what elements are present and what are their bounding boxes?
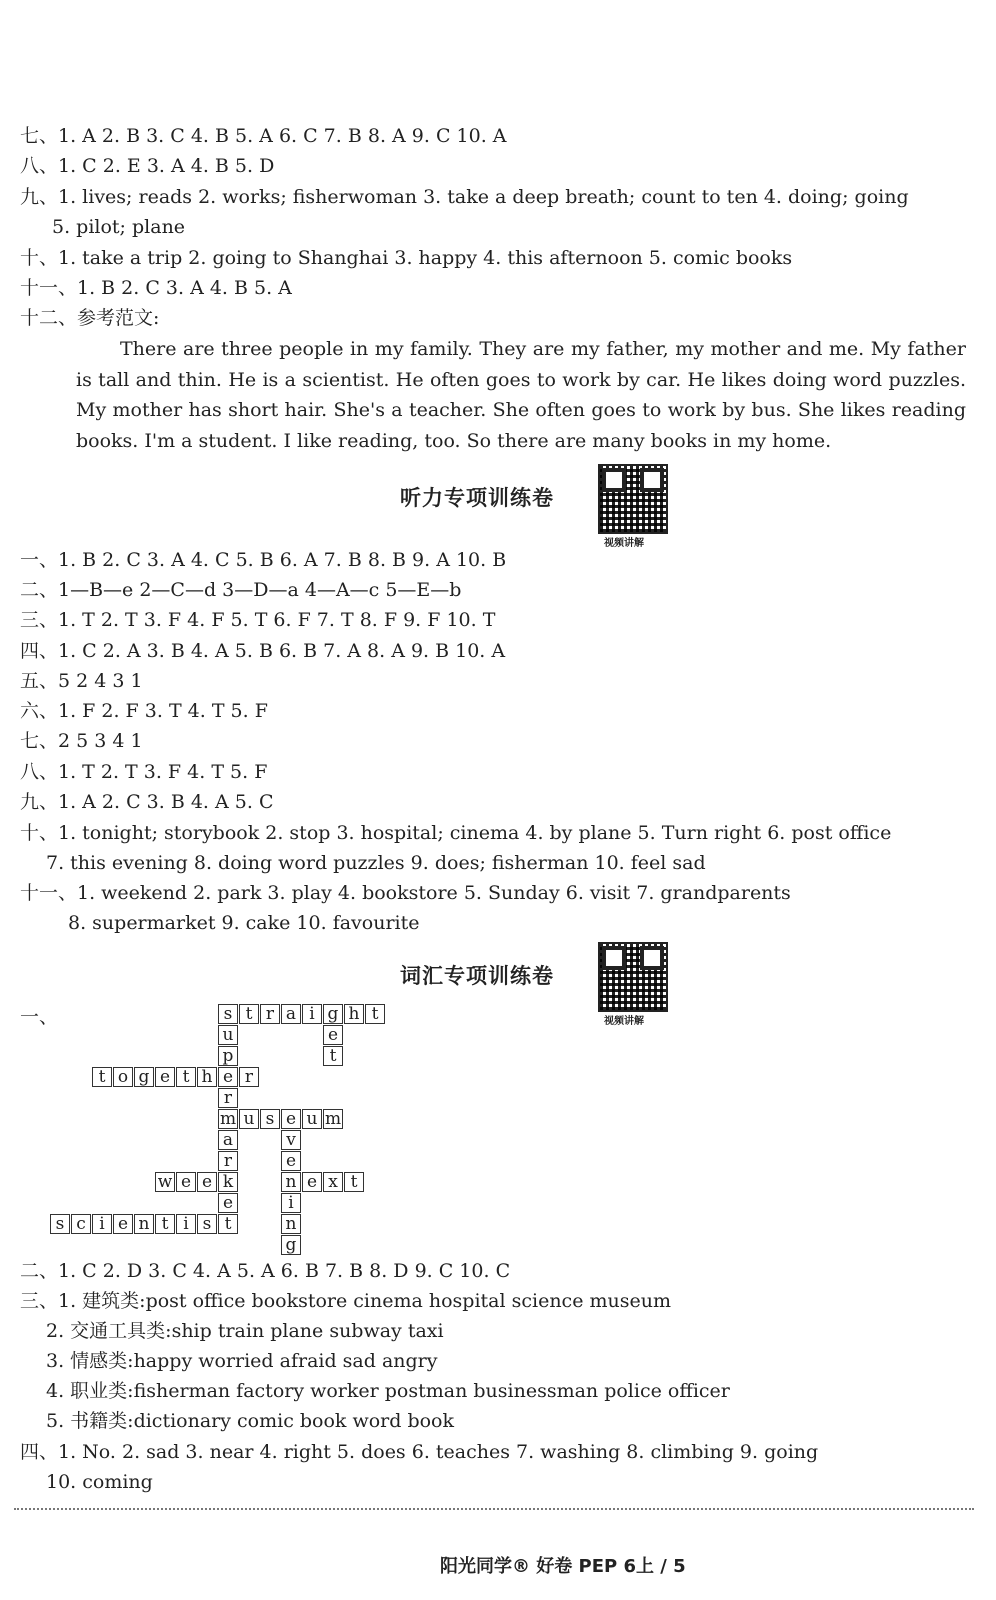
crossword-cell: m — [324, 1109, 342, 1129]
crossword-cell: a — [218, 1130, 238, 1150]
crossword-cell: t — [218, 1214, 238, 1234]
crossword-cell: h — [197, 1067, 217, 1087]
crossword-cell: t — [176, 1067, 196, 1087]
crossword-cell: h — [344, 1004, 364, 1024]
vocab-line-3e: 5. 书籍类:dictionary comic book word book — [46, 1410, 455, 1432]
crossword-cell: e — [281, 1109, 301, 1129]
crossword-cell: e — [155, 1067, 175, 1087]
answer-line-8: 八、1. C 2. E 3. A 4. B 5. D — [20, 155, 275, 177]
crossword-cell: g — [134, 1067, 154, 1087]
qr-code-icon — [598, 464, 668, 534]
vocab-line-3d: 4. 职业类:fisherman factory worker postman businessman police officer — [46, 1380, 730, 1402]
qr-code-icon-2 — [598, 942, 668, 1012]
crossword-cell: e — [218, 1193, 238, 1213]
crossword-cell: t — [155, 1214, 175, 1234]
crossword-cell: s — [197, 1214, 217, 1234]
vocab-line-3b: 2. 交通工具类:ship train plane subway taxi — [46, 1320, 444, 1342]
qr-label: 视频讲解 — [604, 538, 644, 549]
listening-line-5: 五、5 2 4 3 1 — [20, 670, 143, 692]
listening-line-11b: 8. supermarket 9. cake 10. favourite — [68, 912, 420, 934]
listening-line-4: 四、1. C 2. A 3. B 4. A 5. B 6. B 7. A 8. A 9. B 10. A — [20, 640, 506, 662]
vocab-title: 词汇专项训练卷 — [400, 964, 554, 988]
crossword-cell: m — [219, 1109, 237, 1129]
crossword-cell: s — [50, 1214, 70, 1234]
crossword-cell: i — [302, 1004, 322, 1024]
listening-line-7: 七、2 5 3 4 1 — [20, 730, 143, 752]
crossword-cell: n — [281, 1172, 301, 1192]
crossword-cell: t — [239, 1004, 259, 1024]
crossword-cell: e — [176, 1172, 196, 1192]
vocab-line-3c: 3. 情感类:happy worried afraid sad angry — [46, 1350, 438, 1372]
crossword-cell: u — [302, 1109, 322, 1129]
listening-line-1: 一、1. B 2. C 3. A 4. C 5. B 6. A 7. B 8. B 9. A 10. B — [20, 549, 507, 571]
crossword-cell: e — [302, 1172, 322, 1192]
crossword-cell: o — [113, 1067, 133, 1087]
vocab-line-4a: 四、1. No. 2. sad 3. near 4. right 5. does 6. teaches 7. washing 8. climbing 9. going — [20, 1441, 819, 1463]
listening-line-10b: 7. this evening 8. doing word puzzles 9. does; fisherman 10. feel sad — [46, 852, 706, 874]
crossword-cell: e — [113, 1214, 133, 1234]
crossword-cell: u — [239, 1109, 259, 1129]
crossword-cell: i — [281, 1193, 301, 1213]
crossword-cell: e — [323, 1025, 343, 1045]
vocab-line-3a: 三、1. 建筑类:post office bookstore cinema hospital science museum — [20, 1290, 671, 1312]
footer-divider — [14, 1508, 974, 1510]
crossword-cell: w — [155, 1172, 175, 1192]
listening-line-8: 八、1. T 2. T 3. F 4. T 5. F — [20, 761, 268, 783]
crossword-cell: e — [218, 1067, 238, 1087]
answer-line-9a: 九、1. lives; reads 2. works; fisherwoman 3. take a deep breath; count to ten 4. doing; going — [20, 186, 909, 208]
crossword-cell: t — [344, 1172, 364, 1192]
crossword-cell: a — [281, 1004, 301, 1024]
listening-title: 听力专项训练卷 — [400, 486, 554, 510]
listening-line-3: 三、1. T 2. T 3. F 4. F 5. T 6. F 7. T 8. F 9. F 10. T — [20, 609, 496, 631]
crossword-cell: v — [281, 1130, 301, 1150]
qr-label-2: 视频讲解 — [604, 1016, 644, 1027]
crossword-cell: s — [260, 1109, 280, 1129]
answer-line-11: 十一、1. B 2. C 3. A 4. B 5. A — [20, 277, 292, 299]
crossword-cell: e — [281, 1151, 301, 1171]
crossword-cell: t — [92, 1067, 112, 1087]
crossword-cell: r — [218, 1151, 238, 1171]
answer-line-10: 十、1. take a trip 2. going to Shanghai 3. happy 4. this afternoon 5. comic books — [20, 247, 793, 269]
answer-line-12: 十二、参考范文: — [20, 307, 160, 329]
crossword-cell: r — [218, 1088, 238, 1108]
crossword-cell: x — [323, 1172, 343, 1192]
crossword-cell: t — [323, 1046, 343, 1066]
listening-line-2: 二、1—B—e 2—C—d 3—D—a 4—A—c 5—E—b — [20, 579, 462, 601]
crossword-cell: n — [134, 1214, 154, 1234]
crossword-cell: k — [218, 1172, 238, 1192]
crossword-cell: p — [218, 1046, 238, 1066]
crossword-cell: s — [218, 1004, 238, 1024]
crossword-cell: i — [176, 1214, 196, 1234]
listening-line-6: 六、1. F 2. F 3. T 4. T 5. F — [20, 700, 268, 722]
crossword-cell: t — [365, 1004, 385, 1024]
listening-line-11a: 十一、1. weekend 2. park 3. play 4. bookstore 5. Sunday 6. visit 7. grandparents — [20, 882, 791, 904]
vocab-line-1: 一、 — [20, 1006, 59, 1028]
page-footer: 阳光同学® 好卷 PEP 6上 / 5 — [440, 1556, 686, 1577]
vocab-line-2: 二、1. C 2. D 3. C 4. A 5. A 6. B 7. B 8. D 9. C 10. C — [20, 1260, 511, 1282]
vocab-line-4b: 10. coming — [46, 1471, 153, 1493]
answer-line-9b: 5. pilot; plane — [52, 216, 186, 238]
crossword-cell: g — [323, 1004, 343, 1024]
listening-line-9: 九、1. A 2. C 3. B 4. A 5. C — [20, 791, 274, 813]
answer-line-7: 七、1. A 2. B 3. C 4. B 5. A 6. C 7. B 8. A 9. C 10. A — [20, 125, 507, 147]
crossword-cell: r — [260, 1004, 280, 1024]
crossword-cell: u — [218, 1025, 238, 1045]
sample-essay: There are three people in my family. They are my father, my mother and me. My father is tall and thin. He is a scientist. He often goes to work by car. He likes doing word puzzles. My mother has short hair. She's a teacher. She often goes to work by bus. She likes reading books. I'm a student. I like reading, too. So there are many books in my home. — [76, 338, 966, 452]
crossword-cell: i — [92, 1214, 112, 1234]
crossword-cell: e — [197, 1172, 217, 1192]
crossword-cell: c — [71, 1214, 91, 1234]
crossword-cell: g — [281, 1235, 301, 1255]
crossword-cell: r — [239, 1067, 259, 1087]
crossword-cell: n — [281, 1214, 301, 1234]
listening-line-10a: 十、1. tonight; storybook 2. stop 3. hospital; cinema 4. by plane 5. Turn right 6. post office — [20, 822, 892, 844]
